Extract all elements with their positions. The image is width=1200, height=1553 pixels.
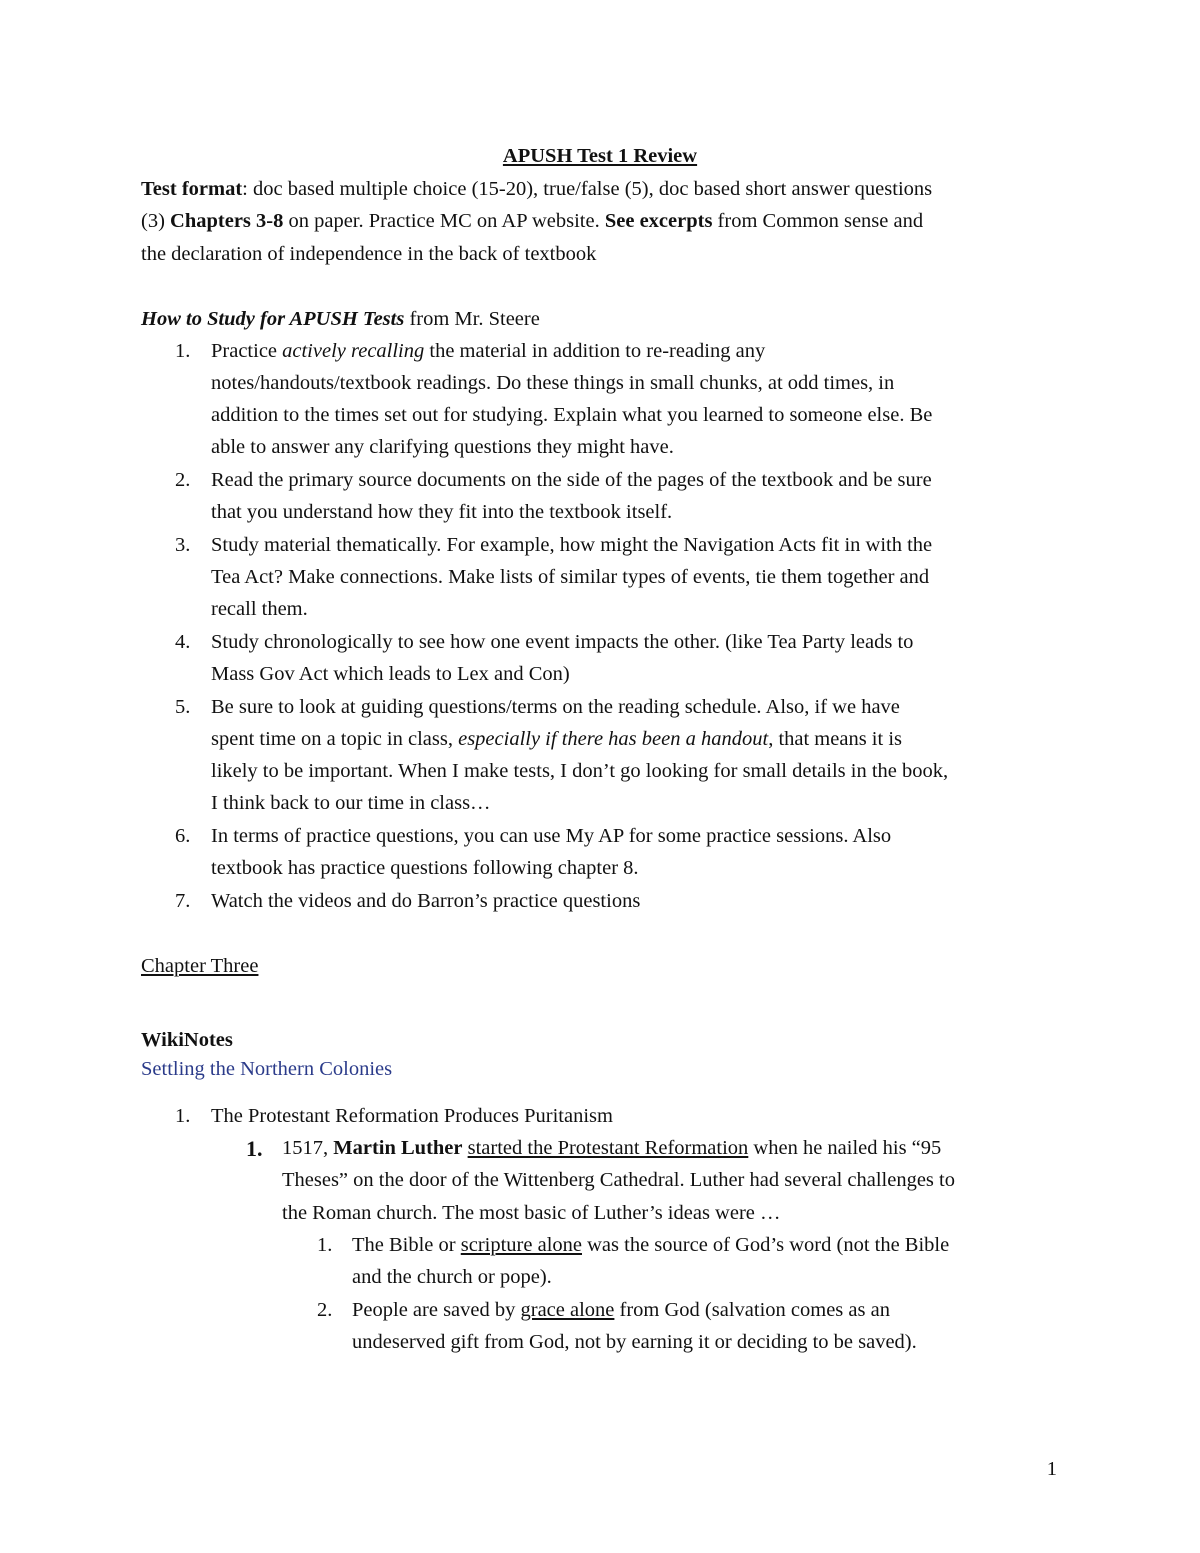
list-item-line: Study material thematically. For example, how might the Navigation Acts fit in with the — [211, 534, 933, 556]
list-item-line: spent time on a topic in class, especially if there has been a handout, that means it is — [211, 728, 902, 750]
list-number: 7. — [175, 890, 191, 912]
list-number: 4. — [175, 631, 191, 653]
list-item-line: the Roman church. The most basic of Luther’s ideas were … — [282, 1202, 781, 1224]
list-item-line: notes/handouts/textbook readings. Do these things in small chunks, at odd times, in — [211, 372, 895, 394]
format-text: (3) — [141, 210, 171, 232]
chapters-label: Chapters 3-8 — [170, 210, 284, 232]
wikinotes-heading: WikiNotes — [141, 1029, 233, 1051]
format-line-3: the declaration of independence in the back of textbook — [141, 243, 597, 265]
list-item-line: undeserved gift from God, not by earning it or deciding to be saved). — [352, 1331, 917, 1353]
list-item-line: that you understand how they fit into the textbook itself. — [211, 501, 673, 523]
format-label: Test format — [141, 178, 243, 200]
format-text: : doc based multiple choice (15-20), true/false (5), doc based short answer questions — [242, 178, 933, 200]
list-item-line: Theses” on the door of the Wittenberg Cathedral. Luther had several challenges to — [282, 1169, 955, 1191]
list-item-line: Be sure to look at guiding questions/terms on the reading schedule. Also, if we have — [211, 696, 900, 718]
list-item-line: 1517, Martin Luther started the Protestant Reformation when he nailed his “95 — [282, 1137, 942, 1159]
list-item-line: recall them. — [211, 598, 308, 620]
page-number: 1 — [1046, 1458, 1057, 1480]
name-text: Martin Luther — [333, 1137, 463, 1159]
list-item-line: Watch the videos and do Barron’s practice questions — [211, 890, 641, 912]
list-number: 1. — [317, 1234, 333, 1256]
list-item-line: Mass Gov Act which leads to Lex and Con) — [211, 663, 570, 685]
list-item-line: The Protestant Reformation Produces Puritanism — [211, 1105, 613, 1127]
list-number: 5. — [175, 696, 191, 718]
list-item-line: Practice actively recalling the material in addition to re-reading any — [211, 340, 766, 362]
format-line-1 — [141, 179, 932, 200]
section-subheading: Settling the Northern Colonies — [141, 1058, 393, 1080]
list-number: 6. — [175, 825, 191, 847]
list-item-line: The Bible or scripture alone was the source of God’s word (not the Bible — [352, 1234, 950, 1256]
format-text: on paper. Practice MC on AP website. — [283, 210, 605, 232]
format-text: from Common sense and — [712, 210, 924, 232]
list-item-line: In terms of practice questions, you can use My AP for some practice sessions. Also — [211, 825, 892, 847]
list-item-line: addition to the times set out for studying. Explain what you learned to someone else. Be — [211, 404, 933, 426]
list-item-line: textbook has practice questions following chapter 8. — [211, 857, 639, 879]
study-heading-suffix: from Mr. Steere — [404, 308, 540, 330]
list-item-line: People are saved by grace alone from God (salvation comes as an — [352, 1299, 890, 1321]
underlined-text: grace alone — [520, 1299, 615, 1321]
list-number: 3. — [175, 534, 191, 556]
list-number: 1. — [246, 1136, 263, 1161]
list-number: 2. — [175, 469, 191, 491]
list-item-line: I think back to our time in class… — [211, 792, 491, 814]
list-item-line: Study chronologically to see how one event impacts the other. (like Tea Party leads to — [211, 631, 914, 653]
emphasis-text: actively recalling — [282, 340, 425, 362]
list-item-line: and the church or pope). — [352, 1266, 552, 1288]
format-line-2 — [141, 211, 923, 232]
list-number: 1. — [175, 1105, 191, 1127]
list-item-line: likely to be important. When I make tests, I don’t go looking for small details in the book, — [211, 760, 949, 782]
list-item-line: able to answer any clarifying questions they might have. — [211, 436, 674, 458]
chapter-heading: Chapter Three — [141, 955, 259, 977]
list-number: 2. — [317, 1299, 333, 1321]
study-heading — [141, 309, 540, 330]
excerpts-label: See excerpts — [604, 210, 713, 232]
list-item-line: Tea Act? Make connections. Make lists of similar types of events, tie them together and — [211, 566, 930, 588]
underlined-text: started the Protestant Reformation — [467, 1137, 749, 1159]
underlined-text: scripture alone — [460, 1234, 582, 1256]
page-title: APUSH Test 1 Review — [502, 145, 698, 167]
list-item-line: Read the primary source documents on the side of the pages of the textbook and be sure — [211, 469, 932, 491]
emphasis-text: especially if there has been a handout — [458, 728, 769, 750]
list-number: 1. — [175, 340, 191, 362]
study-heading-title: How to Study for APUSH Tests — [141, 308, 405, 330]
